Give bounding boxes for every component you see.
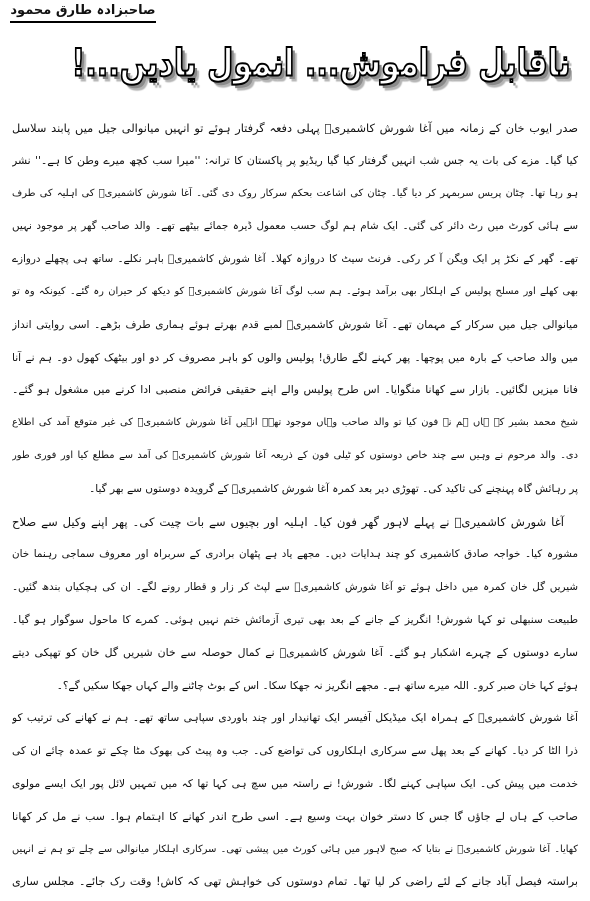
- article-line: میں والد صاحب کے بارہ میں پوچھا۔ پھر کہنے لگے طارق! پولیس والوں کو باہر مصروف کر دو اور بیٹھک کھول دو۔ ہم نے آنا: [12, 351, 578, 364]
- article-line: شیریں گل خان کمرہ میں داخل ہوئے تو آغا شورش کاشمیریؒ سے لپٹ کر زار و قطار رونے لگے۔ ان کی ہچکیاں بندھ گئیں۔: [12, 581, 578, 594]
- article-line: صاحب کے ہاں لے جاؤں گا جس کا دستر خوان بہت وسیع ہے۔ اسی طرح اندر کھانے کا اہتمام ہوا۔ سب نے مل کر کھانا: [12, 809, 578, 823]
- article-paragraph: [12, 112, 578, 506]
- article-line: آغا شورش کاشمیریؒ نے پہلے لاہور گھر فون کیا۔ اہلیہ اور بچیوں سے بات چیت کی۔ پھر اپنے وکیل سے صلاح: [12, 514, 564, 529]
- article-line: ہوئے کہا خان صبر کرو۔ اللہ میرے ساتھ ہے۔ مجھے انگریز نہ جھکا سکا۔ اس کے بوٹ چاٹنے والے کہاں جھکا سکیں گے؟۔: [56, 679, 578, 692]
- article-line: سارے دوستوں کے چہرے اشکبار ہو گئے۔ آغا شورش کاشمیریؒ نے کمال حوصلہ سے خان شیریں گل خان کو تھپکی دیتے: [12, 645, 578, 659]
- author-byline: صاحبزادہ طارق محمود: [10, 1, 156, 23]
- article-line: بھی کھلے اور مسلح پولیس کے اہلکار بھی برآمد ہوئے۔ ہم سب لوگ آغا شورش کاشمیریؒ کو دیکھ کر حیران رہ گئے۔ کیونکہ وہ تو: [12, 285, 578, 297]
- article-body: [12, 112, 578, 899]
- headline-text: ناقابل فراموش... انمول یادیں...!: [71, 41, 571, 86]
- article-line: تھے۔ گھر کے نکڑ پر ایک ویگن آ کر رکی۔ فرنٹ سیٹ کا دروازہ کھلا۔ آغا شورش کاشمیریؒ باہر نکلے۔ ساتھ ہی پچھلے دروازے: [12, 253, 578, 266]
- article-line: کیا گیا۔ مزے کی بات یہ جس شب انہیں گرفتار کیا گیا ریڈیو پر پاکستان کا ترانہ: ''میرا سب کچھ میرے وطن کا ہے۔'' نشر: [12, 153, 578, 167]
- article-paragraph: [12, 506, 578, 703]
- article-line: سے ہائی کورٹ میں رٹ دائر کی گئی۔ ایک شام ہم لوگ حسب معمول ڈیرہ جمائے بیٹھے تھے۔ والد صاحب گھر پر موجود نہیں: [12, 220, 578, 233]
- article-line: ذرا الٹا کر دیا۔ کھانے کے بعد پھل سے سرکاری اہلکاروں کی تواضع کی۔ جب وہ پیٹ کی بھوک مٹا چکے تو عمدہ چائے ان کی: [12, 745, 578, 758]
- article-line: پر رہائش گاہ پہنچنے کی تاکید کی۔ تھوڑی دیر بعد کمرہ آغا شورش کاشمیریؒ کے گرویدہ دوستوں سے بھر گیا۔: [89, 482, 578, 495]
- headline: [70, 30, 572, 98]
- article-line: فانا میزیں لگائیں۔ بازار سے کھانا منگوایا۔ اس طرح پولیس والے اپنے حقیقی فرائض منصبی ادا کرنے میں مشغول ہو گئے۔: [12, 383, 578, 397]
- article-line: کھایا۔ آغا شورش کاشمیریؒ نے بتایا کہ صبح لاہور میں ہائی کورٹ میں پیشی تھی۔ سرکاری اہلکار میانوالی سے چلے تو ہم نے انہیں: [12, 843, 578, 855]
- article-line: ہو رہا تھا۔ چٹان پریس سربمہر کر دیا گیا۔ چٹان کی اشاعت بحکم سرکار روک دی گئی۔ آغا شورش کاشمیریؒ کی اہلیہ کی طرف: [12, 187, 578, 199]
- article-line: میانوالی جیل میں سرکار کے مہمان تھے۔ آغا شورش کاشمیریؒ لمبے قدم بھرتے ہوئے ہماری طرف بڑھے۔ اسی روایتی انداز: [12, 318, 578, 331]
- article-line: دی۔ والد مرحوم نے وہیں سے چند خاص دوستوں کو ٹیلی فون کے ذریعہ آغا شورش کاشمیریؒ کی آمد سے مطلع کیا اور فوری طور: [12, 449, 578, 461]
- article-line: شیخ محمد بشیر کے ہاں ہم نے فون کیا تو والد صاحب وہاں موجود تھے۔ انہیں آغا شورش کاشمیریؒ کی غیر متوقع آمد کی اطلاع: [12, 417, 578, 429]
- article-line: آغا شورش کاشمیریؒ کے ہمراہ ایک میڈیکل آفیسر ایک تھانیدار اور چند باوردی سپاہی ساتھ تھے۔ ہم نے کھانے کی ترتیب کو: [12, 712, 578, 725]
- article-line: خدمت میں پیش کی۔ ایک سپاہی کہنے لگا۔ شورش! نے راستہ میں سچ ہی کہا تھا کہ میں تمہیں لائل پور ایک ایسے مولوی: [12, 777, 578, 790]
- article-line: مشورہ کیا۔ خواجہ صادق کاشمیری کو چند ہدایات دیں۔ مجھے یاد ہے پٹھان برادری کے سربراہ اور معروف سماجی رہنما خان: [12, 548, 578, 561]
- article-line: صدر ایوب خان کے زمانہ میں آغا شورش کاشمیریؒ پہلی دفعہ گرفتار ہوئے تو انہیں میانوالی جیل میں پابند سلاسل: [12, 121, 578, 135]
- article-paragraph: [12, 702, 578, 899]
- article-line: براستہ فیصل آباد جانے کے لئے راضی کر لیا تھا۔ تمام دوستوں کی خواہش تھی کہ کاش! وقت رک جائے۔ مجلس ساری: [12, 875, 578, 889]
- article-line: طبیعت سنبھلی تو کہا شورش! انگریز کے جانے کے بعد بھی تیری آزمائش ختم نہیں ہوئی۔ کمرے کا ماحول سوگوار ہو گیا۔: [12, 613, 578, 626]
